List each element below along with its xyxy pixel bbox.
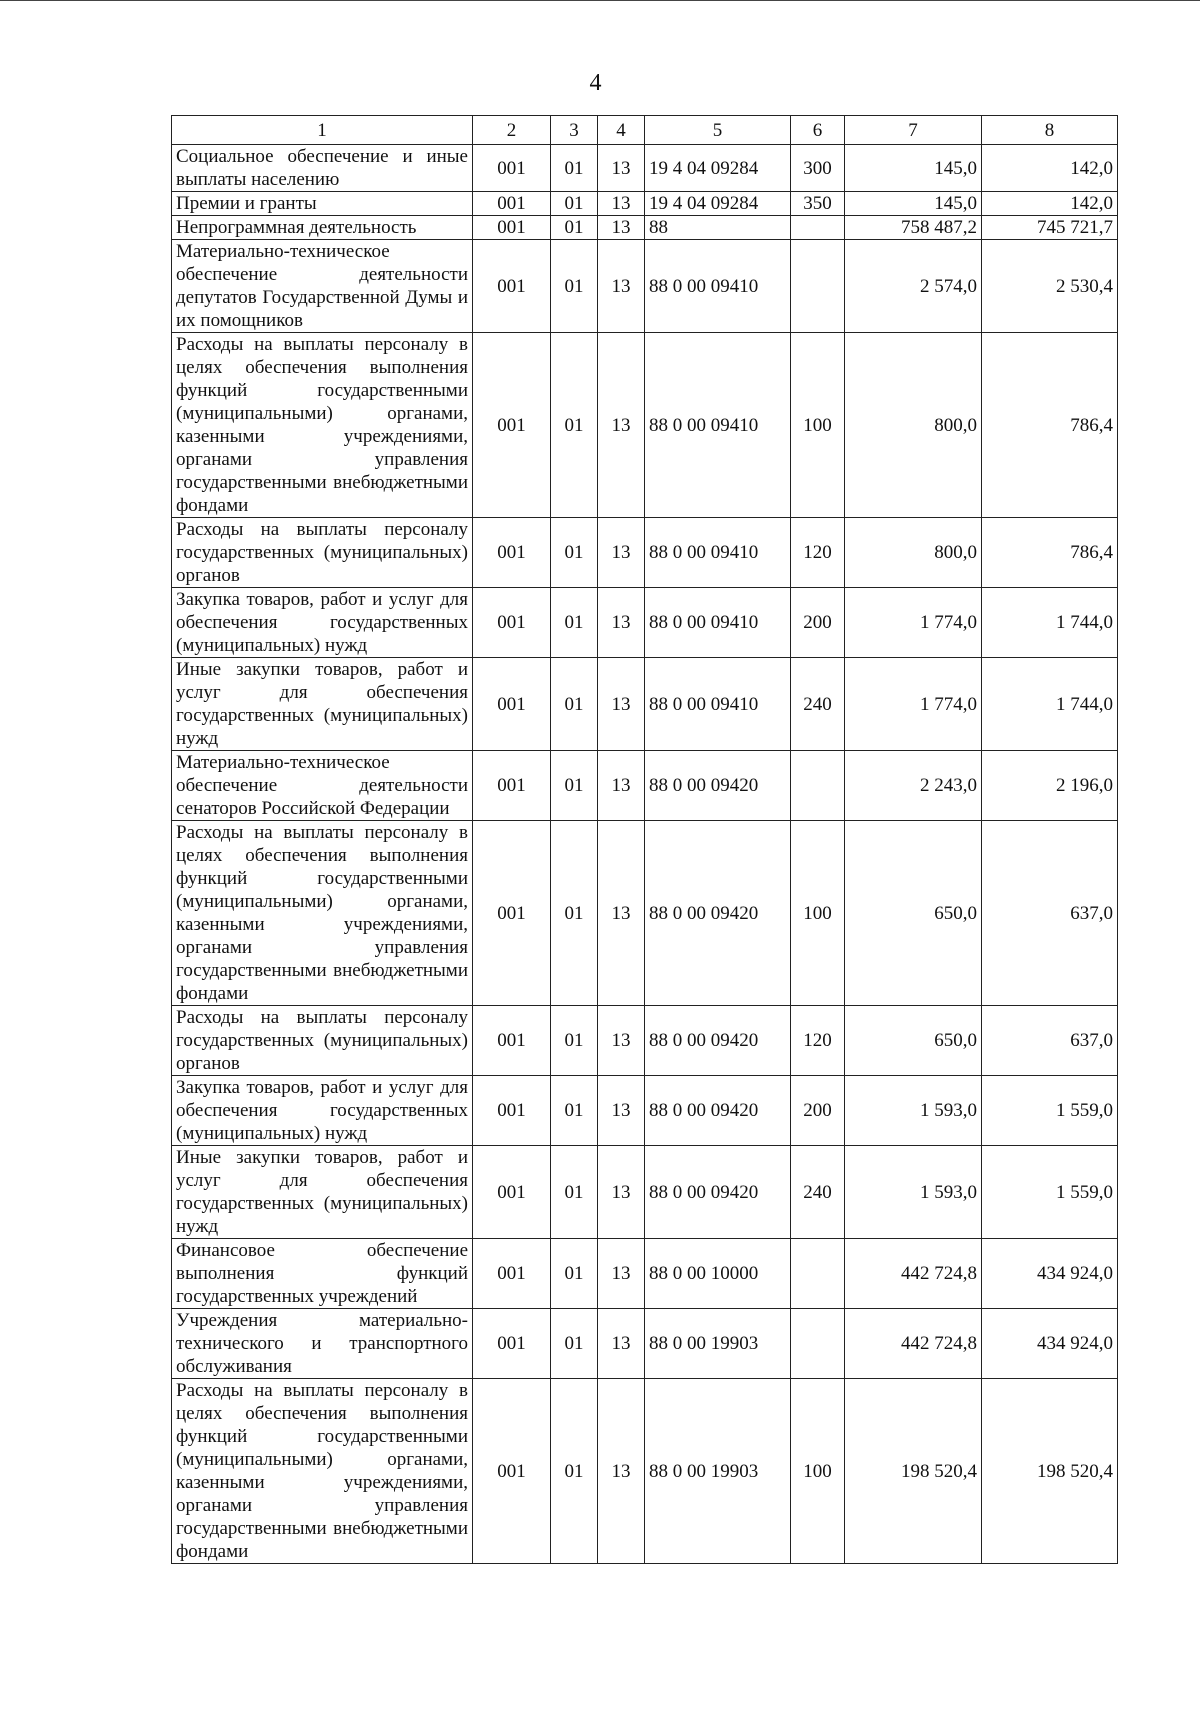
expense-type-cell (791, 240, 845, 333)
header-cell: 5 (645, 116, 791, 145)
row-name-cell: Расходы на выплаты персоналу в целях обеспечения выполнения функций государственными (муниципальными) органами, казенными учреждениями, органами управления государственными внебюджетными фондами (172, 1379, 473, 1564)
expense-type-cell: 240 (791, 1146, 845, 1239)
table-row (172, 333, 1118, 518)
expense-type-cell: 350 (791, 192, 845, 216)
target-article-cell: 88 0 00 10000 (645, 1239, 791, 1309)
table-row (172, 751, 1118, 821)
table-row (172, 1146, 1118, 1239)
header-row (172, 116, 1118, 145)
grbs-cell: 001 (473, 240, 551, 333)
target-article-cell: 88 0 00 09420 (645, 751, 791, 821)
expense-type-cell: 100 (791, 1379, 845, 1564)
section-cell: 01 (551, 1379, 598, 1564)
grbs-cell: 001 (473, 145, 551, 192)
amount-1-cell: 2 574,0 (845, 240, 982, 333)
subsection-cell: 13 (598, 821, 645, 1006)
table-row (172, 658, 1118, 751)
subsection-cell: 13 (598, 588, 645, 658)
amount-1-cell: 650,0 (845, 821, 982, 1006)
section-cell: 01 (551, 216, 598, 240)
subsection-cell: 13 (598, 1076, 645, 1146)
table-row (172, 216, 1118, 240)
amount-2-cell: 142,0 (982, 145, 1118, 192)
grbs-cell: 001 (473, 1146, 551, 1239)
section-cell: 01 (551, 1146, 598, 1239)
expense-type-cell (791, 216, 845, 240)
amount-1-cell: 1 774,0 (845, 588, 982, 658)
subsection-cell: 13 (598, 333, 645, 518)
subsection-cell: 13 (598, 1006, 645, 1076)
table-row (172, 1006, 1118, 1076)
amount-1-cell: 145,0 (845, 145, 982, 192)
header-cell: 3 (551, 116, 598, 145)
expense-type-cell: 100 (791, 333, 845, 518)
amount-1-cell: 1 774,0 (845, 658, 982, 751)
grbs-cell: 001 (473, 1379, 551, 1564)
section-cell: 01 (551, 1239, 598, 1309)
expense-type-cell: 200 (791, 1076, 845, 1146)
grbs-cell: 001 (473, 1239, 551, 1309)
section-cell: 01 (551, 518, 598, 588)
grbs-cell: 001 (473, 1309, 551, 1379)
header-cell: 4 (598, 116, 645, 145)
target-article-cell: 19 4 04 09284 (645, 192, 791, 216)
amount-1-cell: 800,0 (845, 518, 982, 588)
amount-2-cell: 637,0 (982, 821, 1118, 1006)
target-article-cell: 88 0 00 09420 (645, 1076, 791, 1146)
expense-type-cell: 120 (791, 518, 845, 588)
row-name-cell: Материально-техническое обеспечение деятельности сенаторов Российской Федерации (172, 751, 473, 821)
row-name-cell: Премии и гранты (172, 192, 473, 216)
row-name-cell: Иные закупки товаров, работ и услуг для обеспечения государственных (муниципальных) нужд (172, 658, 473, 751)
target-article-cell: 88 0 00 09420 (645, 821, 791, 1006)
section-cell: 01 (551, 588, 598, 658)
table-row (172, 518, 1118, 588)
target-article-cell: 88 0 00 09420 (645, 1146, 791, 1239)
target-article-cell: 88 0 00 09410 (645, 240, 791, 333)
target-article-cell: 88 0 00 19903 (645, 1379, 791, 1564)
header-cell: 8 (982, 116, 1118, 145)
amount-1-cell: 2 243,0 (845, 751, 982, 821)
subsection-cell: 13 (598, 240, 645, 333)
amount-1-cell: 650,0 (845, 1006, 982, 1076)
grbs-cell: 001 (473, 1006, 551, 1076)
grbs-cell: 001 (473, 821, 551, 1006)
amount-2-cell: 434 924,0 (982, 1239, 1118, 1309)
subsection-cell: 13 (598, 216, 645, 240)
top-rule (0, 0, 1200, 1)
target-article-cell: 88 0 00 09410 (645, 518, 791, 588)
section-cell: 01 (551, 658, 598, 751)
amount-1-cell: 758 487,2 (845, 216, 982, 240)
amount-2-cell: 2 196,0 (982, 751, 1118, 821)
amount-2-cell: 434 924,0 (982, 1309, 1118, 1379)
section-cell: 01 (551, 821, 598, 1006)
subsection-cell: 13 (598, 518, 645, 588)
amount-2-cell: 1 559,0 (982, 1076, 1118, 1146)
amount-2-cell: 786,4 (982, 518, 1118, 588)
amount-2-cell: 1 559,0 (982, 1146, 1118, 1239)
amount-2-cell: 637,0 (982, 1006, 1118, 1076)
target-article-cell: 88 0 00 09410 (645, 588, 791, 658)
grbs-cell: 001 (473, 588, 551, 658)
subsection-cell: 13 (598, 145, 645, 192)
table-row (172, 1379, 1118, 1564)
target-article-cell: 19 4 04 09284 (645, 145, 791, 192)
subsection-cell: 13 (598, 1379, 645, 1564)
grbs-cell: 001 (473, 192, 551, 216)
table-row (172, 1239, 1118, 1309)
row-name-cell: Расходы на выплаты персоналу государственных (муниципальных) органов (172, 518, 473, 588)
amount-2-cell: 786,4 (982, 333, 1118, 518)
section-cell: 01 (551, 751, 598, 821)
section-cell: 01 (551, 1076, 598, 1146)
amount-1-cell: 800,0 (845, 333, 982, 518)
target-article-cell: 88 0 00 09410 (645, 658, 791, 751)
expense-type-cell: 200 (791, 588, 845, 658)
grbs-cell: 001 (473, 751, 551, 821)
table-row (172, 145, 1118, 192)
section-cell: 01 (551, 333, 598, 518)
expense-type-cell (791, 1239, 845, 1309)
expense-type-cell: 240 (791, 658, 845, 751)
table-row (172, 588, 1118, 658)
expense-type-cell (791, 751, 845, 821)
amount-2-cell: 142,0 (982, 192, 1118, 216)
expense-type-cell (791, 1309, 845, 1379)
section-cell: 01 (551, 1006, 598, 1076)
row-name-cell: Учреждения материально-технического и транспортного обслуживания (172, 1309, 473, 1379)
section-cell: 01 (551, 1309, 598, 1379)
amount-1-cell: 442 724,8 (845, 1239, 982, 1309)
header-cell: 2 (473, 116, 551, 145)
table-row (172, 240, 1118, 333)
grbs-cell: 001 (473, 518, 551, 588)
amount-2-cell: 2 530,4 (982, 240, 1118, 333)
amount-2-cell: 1 744,0 (982, 588, 1118, 658)
target-article-cell: 88 (645, 216, 791, 240)
table-row (172, 1309, 1118, 1379)
amount-1-cell: 442 724,8 (845, 1309, 982, 1379)
budget-table (171, 115, 1118, 1564)
grbs-cell: 001 (473, 216, 551, 240)
subsection-cell: 13 (598, 1309, 645, 1379)
grbs-cell: 001 (473, 333, 551, 518)
table-row (172, 192, 1118, 216)
section-cell: 01 (551, 145, 598, 192)
expense-type-cell: 100 (791, 821, 845, 1006)
amount-2-cell: 745 721,7 (982, 216, 1118, 240)
row-name-cell: Расходы на выплаты персоналу в целях обеспечения выполнения функций государственными (муниципальными) органами, казенными учреждениями, органами управления государственными внебюджетными фондами (172, 821, 473, 1006)
subsection-cell: 13 (598, 1239, 645, 1309)
amount-2-cell: 198 520,4 (982, 1379, 1118, 1564)
header-cell: 1 (172, 116, 473, 145)
row-name-cell: Расходы на выплаты персоналу в целях обеспечения выполнения функций государственными (муниципальными) органами, казенными учреждениями, органами управления государственными внебюджетными фондами (172, 333, 473, 518)
header-cell: 7 (845, 116, 982, 145)
row-name-cell: Финансовое обеспечение выполнения функций государственных учреждений (172, 1239, 473, 1309)
amount-2-cell: 1 744,0 (982, 658, 1118, 751)
subsection-cell: 13 (598, 658, 645, 751)
page-number: 4 (589, 70, 602, 96)
target-article-cell: 88 0 00 09410 (645, 333, 791, 518)
row-name-cell: Закупка товаров, работ и услуг для обеспечения государственных (муниципальных) нужд (172, 588, 473, 658)
row-name-cell: Закупка товаров, работ и услуг для обеспечения государственных (муниципальных) нужд (172, 1076, 473, 1146)
table-body (172, 116, 1118, 1564)
section-cell: 01 (551, 240, 598, 333)
amount-1-cell: 145,0 (845, 192, 982, 216)
target-article-cell: 88 0 00 19903 (645, 1309, 791, 1379)
table-row (172, 821, 1118, 1006)
subsection-cell: 13 (598, 192, 645, 216)
row-name-cell: Иные закупки товаров, работ и услуг для обеспечения государственных (муниципальных) нужд (172, 1146, 473, 1239)
amount-1-cell: 1 593,0 (845, 1076, 982, 1146)
section-cell: 01 (551, 192, 598, 216)
header-cell: 6 (791, 116, 845, 145)
amount-1-cell: 1 593,0 (845, 1146, 982, 1239)
row-name-cell: Материально-техническое обеспечение деятельности депутатов Государственной Думы и их помощников (172, 240, 473, 333)
subsection-cell: 13 (598, 751, 645, 821)
subsection-cell: 13 (598, 1146, 645, 1239)
row-name-cell: Социальное обеспечение и иные выплаты населению (172, 145, 473, 192)
table-row (172, 1076, 1118, 1146)
target-article-cell: 88 0 00 09420 (645, 1006, 791, 1076)
grbs-cell: 001 (473, 1076, 551, 1146)
row-name-cell: Непрограммная деятельность (172, 216, 473, 240)
expense-type-cell: 120 (791, 1006, 845, 1076)
expense-type-cell: 300 (791, 145, 845, 192)
amount-1-cell: 198 520,4 (845, 1379, 982, 1564)
grbs-cell: 001 (473, 658, 551, 751)
row-name-cell: Расходы на выплаты персоналу государственных (муниципальных) органов (172, 1006, 473, 1076)
